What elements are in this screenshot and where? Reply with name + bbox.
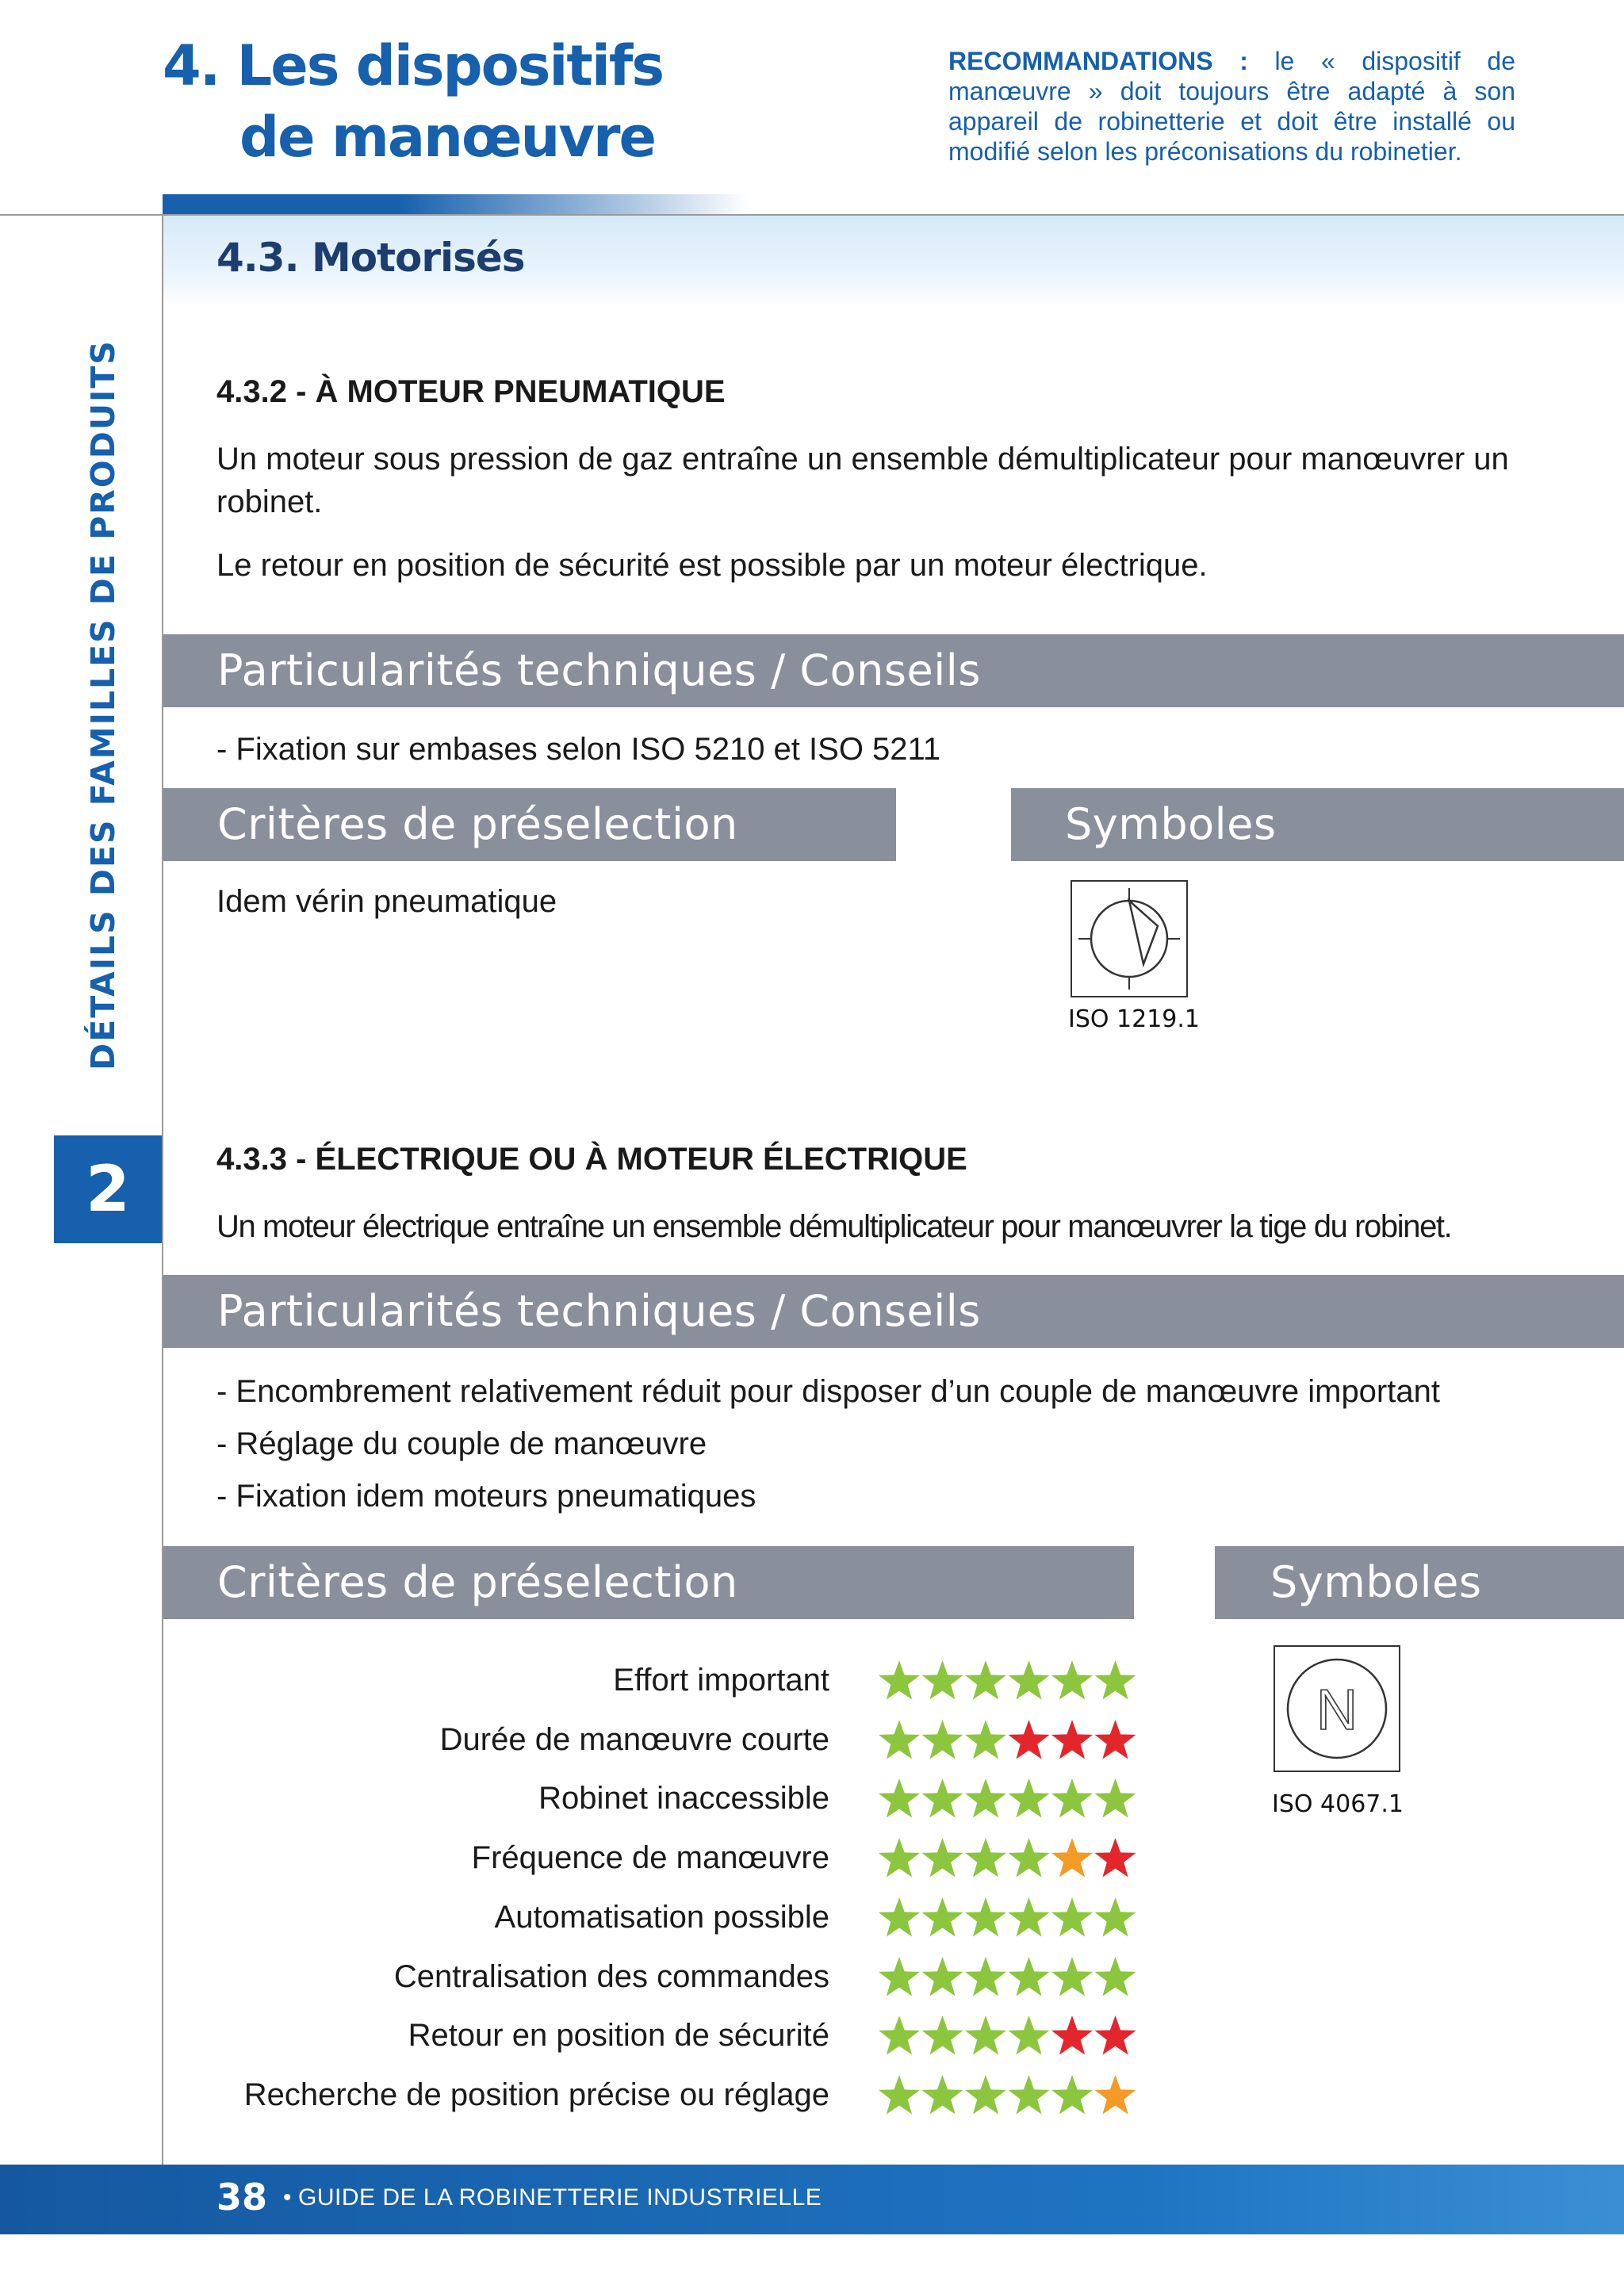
criteria-label: Recherche de position précise ou réglage [243,2077,829,2112]
star-icon [1051,1897,1093,1937]
star-icon [922,1838,963,1878]
star-icon [1009,1720,1050,1759]
criteria-row [163,1947,1155,2007]
star-icon [1051,2016,1093,2055]
star-icon [1009,1957,1050,1996]
star-icon [879,2016,920,2055]
star-icon [965,1957,1006,1996]
list-item: - Fixation sur embases selon ISO 5210 et ISO 5211 [216,732,941,767]
criteria-row [163,1651,1155,1710]
pneumatic-criteres-text: Idem vérin pneumatique [216,884,557,919]
criteria-label: Robinet inaccessible [538,1781,829,1817]
criteria-label: Durée de manœuvre courte [439,1721,829,1757]
star-icon [922,2075,963,2115]
pneumatic-symboles-band: Symboles [1011,788,1624,861]
star-icon [1051,1838,1093,1878]
chapter-number-badge: 2 [54,1135,162,1243]
star-icon [922,1660,963,1700]
star-icon [879,1838,920,1878]
list-item: - Réglage du couple de manœuvre [216,1426,707,1461]
star-icon [1095,1957,1136,1996]
recommendations-label: RECOMMANDATIONS : [948,47,1248,75]
footer-separator: • [283,2184,292,2211]
pneumatic-symbol-label: ISO 1219.1 [1068,1005,1201,1033]
star-icon [965,2075,1006,2115]
criteria-row [163,1769,1155,1828]
pneumatic-particularites-list [216,723,940,775]
chapter-title-line2: de manœuvre [239,105,656,170]
star-icon [1009,2016,1050,2055]
recommendations-text: le « dispositif de manœuvre » doit toujours être adapté à son appareil de robinetterie et doit être installé ou modifié selon les préconisations du robinetier. [948,47,1516,166]
star-icon [922,2016,963,2055]
rating-stars [877,1659,1139,1703]
star-icon [1051,1778,1093,1818]
chapter-title-line1: 4. Les dispositifs [163,33,663,98]
rating-stars [877,1955,1139,2000]
electric-particularites-band: Particularités techniques / Conseils [163,1275,1624,1348]
criteria-label: Centralisation des commandes [393,1958,829,1994]
star-icon [1095,2075,1136,2115]
star-icon [1095,2016,1136,2055]
rating-stars [877,2014,1139,2058]
electric-paragraph-1: Un moteur électrique entraîne un ensemble démultiplicateur pour manœuvrer la tige du robinet. [216,1209,1452,1244]
header-accent-bar [163,194,749,215]
star-icon [1051,1720,1093,1759]
star-icon [879,1897,920,1937]
rating-stars [877,1777,1139,1821]
star-icon [1051,1660,1093,1700]
pneumatic-paragraph-1: Un moteur sous pression de gaz entraîne un ensemble démultiplicateur pour manœuvrer un robinet. [216,442,1509,519]
pneumatic-particularites-band: Particularités techniques / Conseils [163,634,1624,707]
electric-symboles-band: Symboles [1215,1546,1624,1619]
pneumatic-heading: 4.3.2 - À MOTEUR PNEUMATIQUE [216,374,726,409]
criteria-row [163,1888,1155,1947]
star-icon [965,1778,1006,1818]
star-icon [965,2016,1006,2055]
star-icon [1095,1838,1136,1878]
star-icon [1009,1897,1050,1937]
star-icon [1095,1897,1136,1937]
star-icon [922,1897,963,1937]
star-icon [1009,1838,1050,1878]
star-icon [1095,1660,1136,1700]
section-title: 4.3. Motorisés [216,235,525,281]
side-tab-label: DÉTAILS DES FAMILLES DE PRODUITS [84,339,122,1070]
rating-stars [877,1836,1139,1881]
star-icon [879,1778,920,1818]
rating-stars [877,1718,1139,1763]
list-item: - Encombrement relativement réduit pour disposer d’un couple de manœuvre important [216,1374,1440,1409]
pneumatic-criteres-band: Critères de préselection [163,788,896,861]
star-icon [1095,1720,1136,1759]
star-icon [1009,1778,1050,1818]
electric-criteres-band: Critères de préselection [163,1546,1134,1619]
electric-motor-symbol-icon [1274,1645,1400,1772]
star-icon [1051,2075,1093,2115]
criteria-label: Effort important [613,1663,829,1698]
star-icon [879,1660,920,1700]
criteria-label: Retour en position de sécurité [408,2018,829,2054]
recommendations-note [948,46,1515,167]
criteria-label: Fréquence de manœuvre [471,1840,829,1876]
rating-stars [877,2073,1139,2118]
electric-particularites-list [216,1365,1440,1522]
star-icon [922,1720,963,1759]
star-icon [1009,1660,1050,1700]
star-icon [879,1957,920,1996]
star-icon [879,2075,920,2115]
star-icon [879,1720,920,1759]
electric-symbol-letter: N [1316,1679,1358,1742]
criteria-row [163,1828,1155,1888]
criteria-row [163,1710,1155,1770]
star-icon [965,1838,1006,1878]
star-icon [922,1778,963,1818]
electric-symbol-label: ISO 4067.1 [1272,1790,1404,1818]
footer-title: GUIDE DE LA ROBINETTERIE INDUSTRIELLE [298,2184,822,2211]
star-icon [1051,1957,1093,1996]
criteria-row [163,2065,1155,2125]
star-icon [922,1957,963,1996]
star-icon [965,1897,1006,1937]
star-icon [965,1660,1006,1700]
page-number: 38 [216,2176,268,2218]
star-icon [965,1720,1006,1759]
criteria-row [163,2006,1155,2065]
criteria-label: Automatisation possible [494,1899,829,1935]
pneumatic-motor-symbol-icon [1071,880,1188,997]
star-icon [1009,2075,1050,2115]
pneumatic-paragraph-2: Le retour en position de sécurité est possible par un moteur électrique. [216,548,1208,583]
chapter-title [163,30,765,173]
star-icon [1095,1778,1136,1818]
list-item: - Fixation idem moteurs pneumatiques [216,1479,756,1514]
rating-stars [877,1896,1139,1940]
electric-heading: 4.3.3 - ÉLECTRIQUE OU À MOTEUR ÉLECTRIQUE [216,1142,967,1177]
